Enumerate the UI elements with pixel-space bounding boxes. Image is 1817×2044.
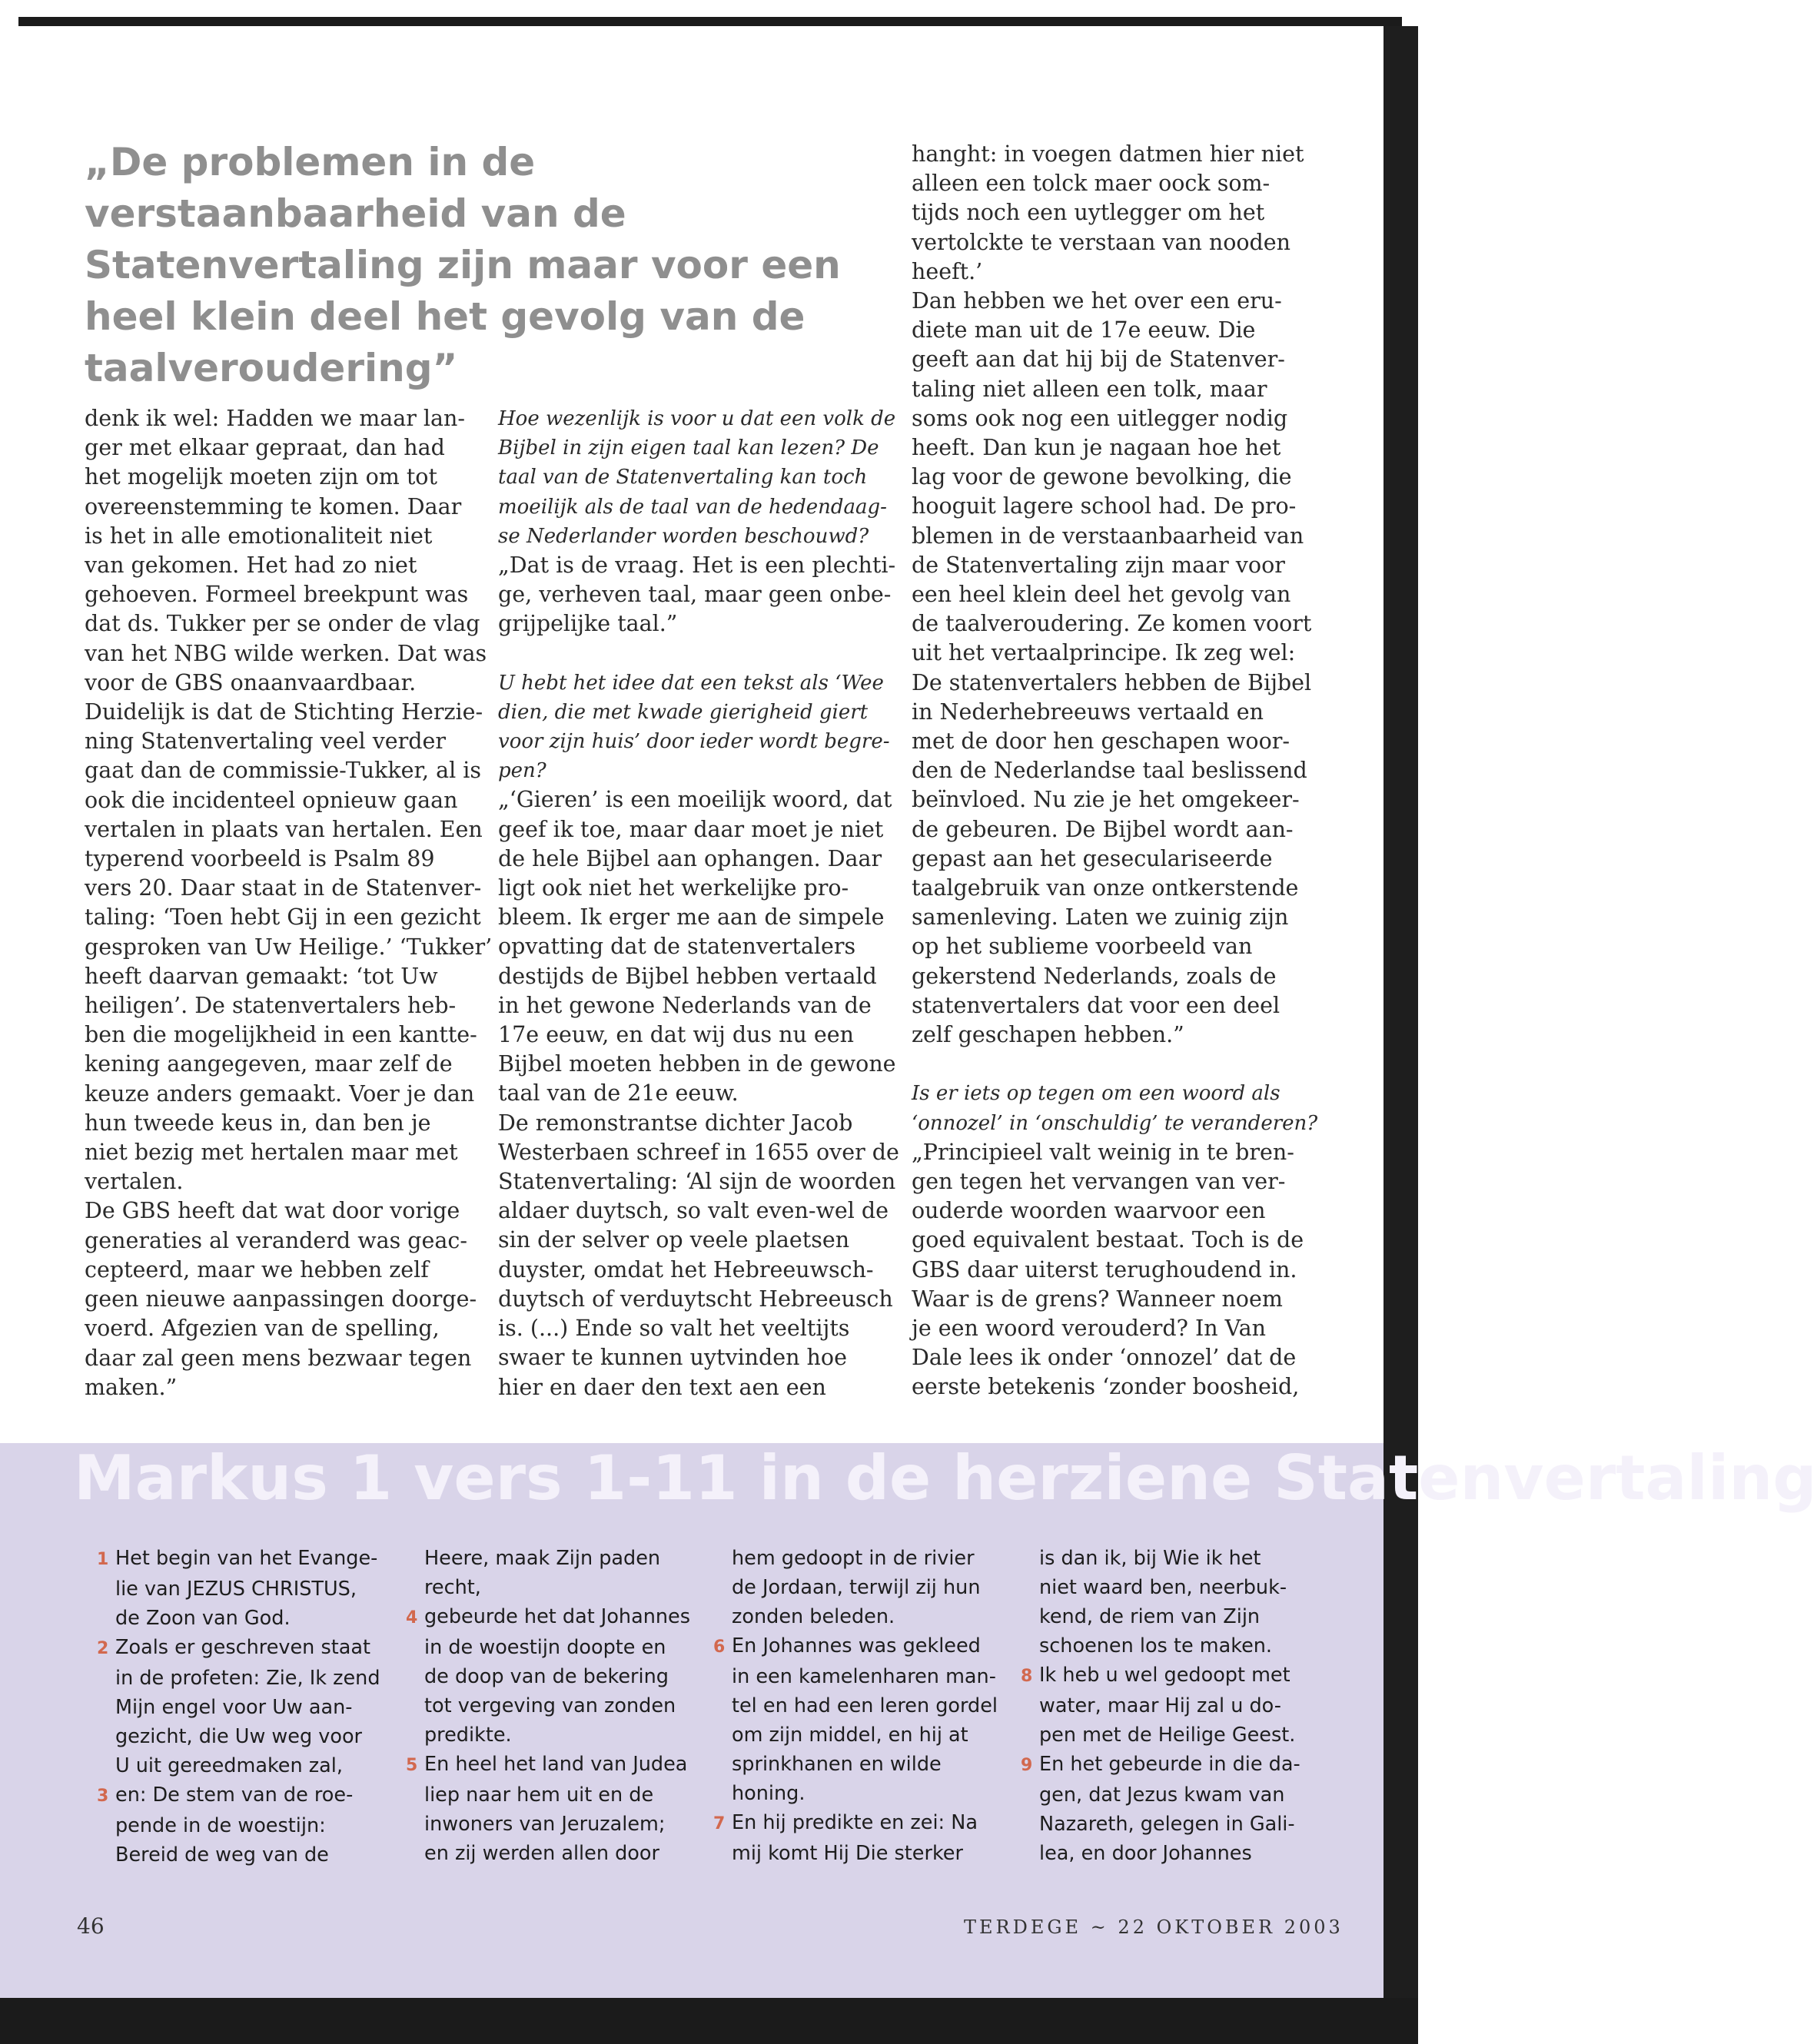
text-line: dien, die met kwade gierigheid giert [498, 700, 869, 724]
verse-text: zonden beleden. [732, 1605, 895, 1628]
text-line: swaer te kunnen uytvinden hoe [498, 1345, 847, 1371]
text-line: Bijbel in zijn eigen taal kan lezen? De [498, 436, 879, 460]
verse-line [115, 1811, 380, 1840]
text-line: lag voor de gewone bevolking, die [912, 464, 1292, 490]
verse-text: En Johannes was gekleed [732, 1634, 981, 1657]
verse-text: is dan ik, bij Wie ik het [1039, 1547, 1261, 1570]
text-line: je een woord verouderd? In Van [912, 1315, 1266, 1341]
text-line: hun tweede keus in, dan ben je [85, 1110, 431, 1136]
verse-text: om zijn middel, en hij at [732, 1724, 968, 1747]
text-line: se Nederlander worden beschouwd? [498, 524, 869, 548]
text-line: heiligen’. De statenvertalers heb- [85, 993, 457, 1019]
text-line: De statenvertalers hebben de Bijbel [912, 669, 1312, 695]
verse-number: 2 [97, 1639, 109, 1658]
text-line: in het gewone Nederlands van de [498, 992, 872, 1018]
verse-line [97, 1544, 380, 1574]
verse-text: hem gedoopt in de rivier [732, 1547, 975, 1570]
verse-line [1039, 1691, 1300, 1720]
verse-line [732, 1602, 998, 1631]
text-line: taling niet alleen een tolk, maar [912, 376, 1267, 402]
text-line: den de Nederlandse taal beslissend [912, 758, 1307, 784]
verse-text: pen met de Heilige Geest. [1039, 1724, 1296, 1747]
verse-text: sprinkhanen en wilde [732, 1753, 942, 1776]
text-line: maken.” [85, 1374, 178, 1400]
verse-line [732, 1720, 998, 1750]
text-line: taling: ‘Toen hebt Gij in een gezicht [85, 904, 481, 931]
verse-line [1039, 1780, 1300, 1810]
verse-number: 8 [1021, 1667, 1033, 1686]
text-line: De remonstrantse dichter Jacob [498, 1110, 853, 1136]
text-line: dat ds. Tukker per se onder de vlag [85, 611, 480, 637]
bible-passage-box [0, 1442, 1817, 1998]
verse-line [115, 1840, 380, 1870]
text-line: grijpelijke taal.” [498, 611, 678, 637]
text-line: taalgebruik van onze ontkerstende [912, 875, 1299, 901]
verse-line [115, 1604, 380, 1633]
text-line: vers 20. Daar staat in de Statenver- [85, 875, 482, 901]
text-line: „Dat is de vraag. Het is een plechti- [498, 552, 896, 579]
verse-text: lie van JEZUS CHRISTUS, [115, 1578, 357, 1601]
interview-answer-2 [498, 785, 899, 1402]
text-line: Is er iets op tegen om een woord als [912, 1082, 1281, 1106]
text-line: diete man uit de 17e eeuw. Die [912, 317, 1256, 343]
verse-text: niet waard ben, neerbuk- [1039, 1576, 1287, 1599]
text-line: hooguit lagere school had. De pro- [912, 493, 1297, 519]
text-line: heeft.’ [912, 258, 983, 284]
verse-text: lea, en door Johannes [1039, 1842, 1252, 1865]
text-line: de Statenvertaling zijn maar voor [912, 552, 1285, 578]
text-line: gaat dan de commissie-Tukker, al is [85, 758, 481, 784]
verse-number: 5 [406, 1756, 418, 1775]
text-line: kening aangegeven, maar zelf de [85, 1051, 453, 1077]
text-line: de hele Bijbel aan ophangen. Daar [498, 845, 882, 871]
text-line: statenvertalers dat voor een deel [912, 992, 1281, 1018]
text-line: de gebeuren. De Bijbel wordt aan- [912, 816, 1294, 842]
text-line: is. (...) Ende so valt het veeltijts [498, 1316, 850, 1342]
verse-text: en zij werden allen door [424, 1842, 659, 1865]
text-line: tijds noch een uytlegger om het [912, 200, 1265, 226]
verse-line [97, 1780, 380, 1811]
interview-question-2 [498, 669, 899, 786]
verse-text: liep naar hem uit en de [424, 1784, 654, 1807]
verse-text: tel en had een leren gordel [732, 1694, 998, 1717]
verse-line [115, 1574, 380, 1604]
text-line: is het in alle emotionaliteit niet [85, 523, 433, 549]
text-line: typerend voorbeeld is Psalm 89 [85, 846, 435, 872]
verse-text: Nazareth, gelegen in Gali- [1039, 1813, 1295, 1836]
verse-text: gebeurde het dat Johannes [424, 1605, 691, 1628]
text-line: heeft daarvan gemaakt: ‘tot Uw [85, 963, 438, 989]
bible-column-2 [406, 1544, 691, 1868]
verse-text: tot vergeving van zonden [424, 1694, 676, 1717]
article-column-3 [912, 140, 1317, 1402]
text-line: ligt ook niet het werkelijke pro- [498, 875, 849, 901]
verse-line [713, 1808, 998, 1839]
verse-number: 6 [713, 1638, 726, 1657]
text-line: vertolckte te verstaan van nooden [912, 229, 1291, 255]
text-line: Statenvertaling: ‘Al sijn de woorden [498, 1169, 896, 1195]
verse-line [424, 1839, 690, 1868]
verse-line [1039, 1810, 1300, 1839]
interview-answer-continued [912, 140, 1317, 1050]
verse-line [115, 1722, 380, 1751]
article-column-2 [498, 404, 899, 1402]
verse-line [1021, 1661, 1300, 1691]
text-line: ben die mogelijkheid in een kantte- [85, 1022, 477, 1048]
text-line: blemen in de verstaanbaarheid van [912, 523, 1304, 549]
text-line: De GBS heeft dat wat door vorige [85, 1198, 460, 1224]
verse-text: recht, [424, 1576, 481, 1599]
text-line: ge, verheven taal, maar geen onbe- [498, 582, 892, 608]
verse-number: 7 [713, 1814, 726, 1833]
text-line: pen? [498, 759, 546, 783]
verse-line [1039, 1720, 1300, 1750]
verse-text: U uit gereedmaken zal, [115, 1754, 343, 1777]
text-line: ning Statenvertaling veel verder [85, 728, 447, 755]
verse-line [115, 1664, 380, 1693]
text-line: vertalen. [85, 1169, 184, 1195]
verse-text: honing. [732, 1782, 806, 1805]
text-line: gepast aan het geseculariseerde [912, 845, 1273, 871]
text-line: niet bezig met hertalen maar met [85, 1140, 458, 1166]
text-line: met de door hen geschapen woor- [912, 728, 1290, 755]
text-line: van gekomen. Het had zo niet [85, 552, 417, 579]
text-line: geen nieuwe aanpassingen doorge- [85, 1286, 477, 1312]
verse-text: de Jordaan, terwijl zij hun [732, 1576, 981, 1599]
verse-text: de Zoon van God. [115, 1607, 291, 1630]
text-line: ger met elkaar gepraat, dan had [85, 435, 445, 461]
text-line: het mogelijk moeten zijn om tot [85, 464, 437, 490]
verse-line [424, 1691, 690, 1720]
verse-text: gen, dat Jezus kwam van [1039, 1784, 1285, 1807]
verse-number: 4 [406, 1608, 418, 1628]
verse-line [406, 1602, 691, 1633]
verse-text: Ik heb u wel gedoopt met [1039, 1664, 1291, 1687]
text-line: overeenstemming te komen. Daar [85, 493, 462, 519]
verse-text: predikte. [424, 1724, 512, 1747]
verse-line [1021, 1750, 1300, 1780]
text-line: ‘onnozel’ in ‘onschuldig’ te veranderen? [912, 1111, 1318, 1135]
text-line: duyster, omdat het Hebreeuwsch- [498, 1256, 874, 1282]
verse-line [424, 1662, 690, 1691]
page-number: 46 [77, 1913, 105, 1939]
text-line: Westerbaen schreef in 1655 over de [498, 1139, 899, 1165]
text-line: „Principieel valt weinig in te bren- [912, 1139, 1294, 1165]
bible-column-4 [1021, 1544, 1300, 1868]
text-line: voerd. Afgezien van de spelling, [85, 1316, 440, 1342]
bible-column-3 [713, 1544, 998, 1868]
text-line: sin der selver op veele plaetsen [498, 1227, 850, 1253]
verse-line [424, 1810, 690, 1839]
verse-line [732, 1839, 998, 1868]
verse-line [1039, 1573, 1300, 1602]
verse-line [732, 1750, 998, 1779]
verse-text: en: De stem van de roe- [115, 1784, 354, 1807]
text-line: op het sublieme voorbeeld van [912, 934, 1253, 960]
verse-text: in een kamelenharen man- [732, 1665, 996, 1688]
verse-text: Bereid de weg van de [115, 1843, 329, 1866]
verse-line [713, 1631, 998, 1662]
publication-footer: TERDEGE ~ 22 OKTOBER 2003 [964, 1916, 1344, 1938]
verse-number: 1 [97, 1550, 109, 1569]
verse-number: 3 [97, 1787, 109, 1806]
pull-quote: „De problemen in de verstaanbaarheid van de Statenvertaling zijn maar voor een heel klein deel het gevolg van de taalveroudering” [85, 140, 841, 390]
text-line: gesproken van Uw Heilige.’ ‘Tukker’ [85, 934, 493, 960]
verse-text: Mijn engel voor Uw aan- [115, 1696, 353, 1719]
text-line: de taalveroudering. Ze komen voort [912, 611, 1312, 637]
verse-line [424, 1544, 690, 1573]
verse-line [732, 1573, 998, 1602]
verse-line [424, 1720, 690, 1750]
text-line: generaties al veranderd was geac- [85, 1227, 467, 1253]
text-line: hanght: in voegen datmen hier niet [912, 141, 1304, 167]
text-line: 17e eeuw, en dat wij dus nu een [498, 1022, 854, 1048]
verse-text: En heel het land van Judea [424, 1753, 688, 1776]
text-line: daar zal geen mens bezwaar tegen [85, 1345, 472, 1371]
text-line: Duidelijk is dat de Stichting Herzie- [85, 699, 483, 725]
verse-text: in de woestijn doopte en [424, 1636, 666, 1659]
verse-text: schoenen los te maken. [1039, 1634, 1273, 1657]
interview-answer-3 [912, 1138, 1317, 1402]
text-line: bleem. Ik erger me aan de simpele [498, 904, 885, 931]
text-line: van het NBG wilde werken. Dat was [85, 640, 487, 666]
text-line: ouderde woorden waarvoor een [912, 1198, 1266, 1224]
text-line: soms ook nog een uitlegger nodig [912, 405, 1288, 431]
verse-line [1039, 1631, 1300, 1661]
text-line: denk ik wel: Hadden we maar lan- [85, 406, 465, 431]
interview-question-3 [912, 1079, 1317, 1137]
verse-line [1039, 1602, 1300, 1631]
text-line: voor de GBS onaanvaardbaar. [85, 669, 417, 695]
text-line: ook die incidenteel opnieuw gaan [85, 787, 458, 813]
verse-number: 9 [1021, 1756, 1033, 1775]
verse-line [115, 1693, 380, 1722]
verse-text: pende in de woestijn: [115, 1814, 326, 1837]
text-line: U hebt het idee dat een tekst als ‘Wee [498, 671, 884, 695]
article-column-1 [85, 404, 492, 1402]
verse-line [732, 1691, 998, 1720]
column1-text [85, 404, 492, 1402]
verse-text: water, maar Hij zal u do- [1039, 1694, 1281, 1717]
verse-text: mij komt Hij Die sterker [732, 1842, 963, 1865]
text-line: GBS daar uiterst terughoudend in. [912, 1256, 1297, 1282]
verse-line [424, 1573, 690, 1602]
verse-text: En het gebeurde in die da- [1039, 1753, 1300, 1776]
text-line: hier en daer den text aen een [498, 1374, 826, 1400]
text-line: gen tegen het vervangen van ver- [912, 1168, 1286, 1194]
text-line: taal van de Statenvertaling kan toch [498, 466, 868, 489]
text-line: moeilijk als de taal van de hedendaag- [498, 495, 887, 519]
verse-text: Heere, maak Zijn paden [424, 1547, 661, 1570]
text-line: geef ik toe, maar daar moet je niet [498, 816, 884, 842]
right-page-edge [1384, 26, 1418, 2044]
verse-text: Zoals er geschreven staat [115, 1636, 370, 1659]
bottom-border [0, 1998, 1418, 2044]
verse-line [732, 1779, 998, 1808]
text-line: geeft aan dat hij bij de Statenver- [912, 347, 1285, 373]
verse-text: in de profeten: Zie, Ik zend [115, 1667, 380, 1690]
verse-text: En hij predikte en zei: Na [732, 1811, 978, 1834]
text-line: zelf geschapen hebben.” [912, 1022, 1184, 1048]
verse-line [115, 1751, 380, 1780]
text-line: duytsch of verduytscht Hebreeusch [498, 1286, 893, 1312]
verse-text: Het begin van het Evange- [115, 1547, 378, 1570]
text-line: keuze anders gemaakt. Voer je dan [85, 1080, 475, 1107]
text-line: Hoe wezenlijk is voor u dat een volk de [498, 407, 896, 430]
text-line: gehoeven. Formeel breekpunt was [85, 582, 469, 608]
interview-question-1 [498, 404, 899, 551]
interview-answer-1 [498, 551, 899, 639]
text-line: uit het vertaalprincipe. Ik zeg wel: [912, 640, 1296, 666]
text-line: samenleving. Laten we zuinig zijn [912, 904, 1289, 931]
verse-line [424, 1780, 690, 1810]
text-line: goed equivalent bestaat. Toch is de [912, 1227, 1304, 1253]
verse-text: inwoners van Jeruzalem; [424, 1813, 666, 1836]
text-line: „‘Gieren’ is een moeilijk woord, dat [498, 787, 892, 813]
verse-line [1039, 1839, 1300, 1868]
text-line: beïnvloed. Nu zie je het omgekeer- [912, 787, 1300, 813]
top-border [18, 17, 1402, 26]
text-line: gekerstend Nederlands, zoals de [912, 963, 1277, 989]
text-line: destijds de Bijbel hebben vertaald [498, 963, 877, 989]
verse-line [406, 1750, 690, 1780]
verse-line [1039, 1544, 1300, 1573]
text-line: eerste betekenis ‘zonder boosheid, [912, 1374, 1300, 1400]
text-line: vertalen in plaats van hertalen. Een [85, 816, 483, 842]
text-line: aldaer duytsch, so valt even-wel de [498, 1198, 889, 1224]
text-line: alleen een tolck maer oock som- [912, 171, 1271, 197]
text-line: cepteerd, maar we hebben zelf [85, 1256, 429, 1282]
text-line: opvatting dat de statenvertalers [498, 934, 856, 960]
text-line: Dale lees ik onder ‘onnozel’ dat de [912, 1345, 1297, 1371]
verse-text: kend, de riem van Zijn [1039, 1605, 1261, 1628]
bible-passage-title: Markus 1 vers 1-11 in de herziene Statenvertaling [74, 1442, 1817, 1514]
text-line: voor zijn huis’ door ieder wordt begre- [498, 730, 890, 754]
text-line: heeft. Dan kun je nagaan hoe het [912, 435, 1281, 461]
verse-line [732, 1662, 998, 1691]
text-line: taal van de 21e eeuw. [498, 1080, 739, 1107]
text-line: een heel klein deel het gevolg van [912, 582, 1291, 608]
text-line: Waar is de grens? Wanneer noem [912, 1286, 1283, 1312]
verse-line [97, 1633, 380, 1664]
text-line: Bijbel moeten hebben in de gewone [498, 1051, 896, 1077]
text-line: in Nederhebreeuws vertaald en [912, 698, 1264, 725]
bible-column-1 [97, 1544, 380, 1870]
verse-text: de doop van de bekering [424, 1665, 669, 1688]
text-line: Dan hebben we het over een eru- [912, 288, 1282, 314]
verse-line [424, 1633, 690, 1662]
verse-text: gezicht, die Uw weg voor [115, 1725, 363, 1748]
verse-line [732, 1544, 998, 1573]
